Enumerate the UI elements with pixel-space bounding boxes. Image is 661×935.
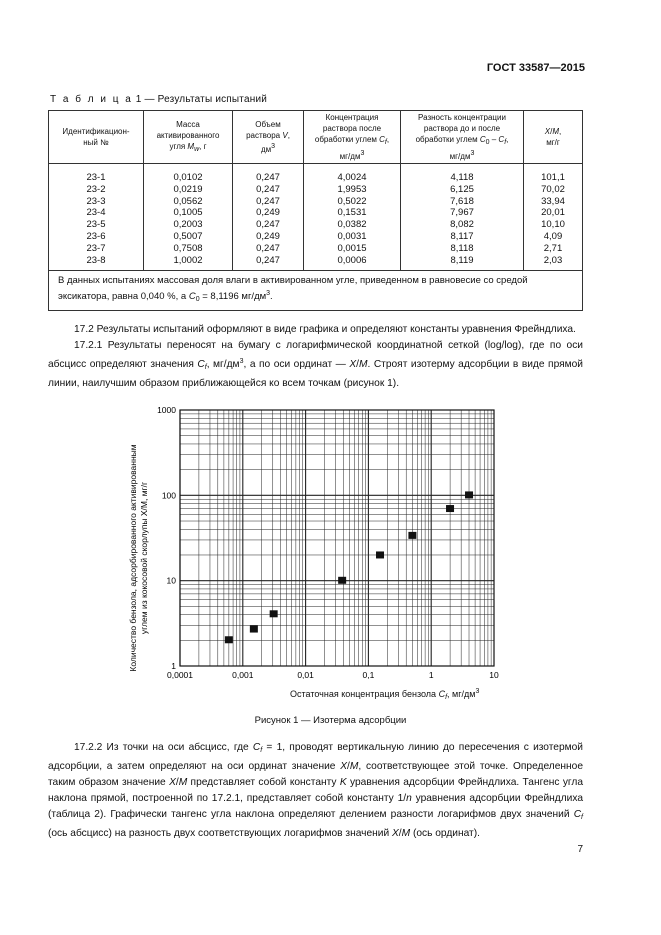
x-tick-label: 0,1 (362, 670, 375, 680)
table-cell: 8,119 (401, 255, 524, 271)
table-cell: 8,118 (401, 243, 524, 255)
y-tick-label: 1000 (157, 405, 176, 415)
header-volume: Объем раствора V, $дм^3$ (233, 111, 304, 164)
table-cell: 7,618 (401, 196, 524, 208)
table-cell: 0,247 (233, 196, 304, 208)
header-xm: X/M, мг/г (524, 111, 583, 164)
y-tick-label: 100 (161, 490, 176, 501)
table-cell: 0,247 (233, 255, 304, 271)
x-tick-label: 0,001 (232, 670, 254, 680)
table-cell: 0,249 (233, 207, 304, 219)
data-point (225, 636, 233, 643)
table-caption: Т а б л и ц а 1 — Результаты испытаний (50, 94, 268, 105)
table-cell: 23-5 (49, 219, 144, 231)
table-row (49, 219, 583, 231)
table-row (49, 243, 583, 255)
results-table (48, 110, 583, 311)
table-row (49, 164, 583, 184)
table-cell: 0,247 (233, 243, 304, 255)
data-point (250, 626, 258, 633)
table-row (49, 196, 583, 208)
table-cell: 0,0562 (144, 196, 233, 208)
x-axis-label: Остаточная концентрация бензола $C_f$, $мг/дм^3$ (290, 688, 480, 701)
table-cell: 0,5007 (144, 231, 233, 243)
data-point (446, 505, 454, 512)
figure-caption: Рисунок 1 — Изотерма адсорбции (254, 715, 407, 726)
table-cell: 70,02 (524, 184, 583, 196)
table-cell: 0,2003 (144, 219, 233, 231)
table-cell: 33,94 (524, 196, 583, 208)
page-number: 7 (577, 844, 583, 855)
plot-frame (180, 410, 494, 666)
x-tick-label: 1 (428, 670, 434, 680)
table-cell: 0,5022 (304, 196, 401, 208)
table-cell: 8,082 (401, 219, 524, 231)
data-point (270, 610, 278, 617)
table-note: В данных испытаниях массовая доля влаги в активированном угле, приведенном в равновесие со средой эксикатора, равна 0,040 %, а $C_0 = 8,1196$ $мг/дм^3$. (49, 271, 583, 311)
table-row (49, 231, 583, 243)
table-cell: 23-7 (49, 243, 144, 255)
table-cell: 23-6 (49, 231, 144, 243)
x-tick-label: 0,0001 (167, 670, 193, 680)
table-cell: 4,118 (401, 164, 524, 184)
header-conc-diff: Разность концентрации раствора до и после обработки углем $C_0 - C_f$, $мг/дм^3$ (401, 111, 524, 164)
table-cell: 10,10 (524, 219, 583, 231)
table-cell: 1,9953 (304, 184, 401, 196)
x-tick-label: 10 (489, 670, 499, 680)
standard-number: ГОСТ 33587—2015 (486, 62, 585, 74)
table-cell: 23-2 (49, 184, 144, 196)
table-row (49, 207, 583, 219)
table-cell: 0,249 (233, 231, 304, 243)
adsorption-isotherm-chart (120, 398, 520, 708)
table-row (49, 255, 583, 271)
header-mass: Масса активированного угля $M_w$, г (144, 111, 233, 164)
table-cell: 0,0382 (304, 219, 401, 231)
table-cell: 0,0031 (304, 231, 401, 243)
table-cell: 4,0024 (304, 164, 401, 184)
table-row (49, 184, 583, 196)
table-cell: 7,967 (401, 207, 524, 219)
table-cell: 0,0015 (304, 243, 401, 255)
table-cell: 0,0219 (144, 184, 233, 196)
table-cell: 23-1 (49, 164, 144, 184)
table-cell: 101,1 (524, 164, 583, 184)
data-point (408, 532, 416, 539)
table-cell: 2,03 (524, 255, 583, 271)
paragraph-17-2: 17.2 Результаты испытаний оформляют в виде графика и определяют константы уравнения Фрейндлиха. 17.2.1 Результаты переносят на бумагу с логарифмической координатной сеткой (log/log), где по оси абсцисс определяют значения $C_f$, $мг/дм^3$, а по оси ординат — X/M. Строят изотерму адсорбции в виде прямой линии, наилучшим образом приближающейся ко всем точкам (рисунок 1). (48, 324, 583, 389)
data-point (465, 491, 473, 498)
header-id: Идентификацион- ный № (49, 111, 144, 164)
table-cell: 0,247 (233, 219, 304, 231)
table-cell: 23-8 (49, 255, 144, 271)
table-cell: 0,0006 (304, 255, 401, 271)
paragraph-17-2-2: 17.2.2 Из точки на оси абсцисс, где $C_f = 1$, проводят вертикальную линию до пересечения с изотермой адсорбции, а затем определяют на оси ординат значение X/M, соответствующее этой точке. Определенное таким образом значение X/M представляет собой константу K уравнения адсорбции Фрейндлиха. Тангенс угла наклона прямой, построенной по 17.2.1, представляет собой константу 1/n уравнения адсорбции Фрейндлиха (таблица 2). Графически тангенс угла наклона определяют делением разности логарифмов двух значений $C_f$ (ось абсцисс) на разность двух соответствующих логарифмов значений X/M (ось ординат). (48, 742, 584, 839)
y-tick-label: 10 (166, 575, 176, 586)
table-cell: 0,247 (233, 164, 304, 184)
table-cell: 23-3 (49, 196, 144, 208)
x-tick-label: 0,01 (297, 670, 314, 680)
table-cell: 0,7508 (144, 243, 233, 255)
header-conc-after: Концентрация раствора после обработки углем $C_f$, $мг/дм^3$ (304, 111, 401, 164)
table-cell: 0,1531 (304, 207, 401, 219)
y-tick-label: 1 (171, 661, 176, 671)
data-point (376, 551, 384, 558)
table-cell: 20,01 (524, 207, 583, 219)
y-axis-label-line2: углем из кокосовой скорлупы X/M, мг/г (139, 481, 149, 635)
table-cell: 23-4 (49, 207, 144, 219)
table-cell: 2,71 (524, 243, 583, 255)
table-cell: 0,0102 (144, 164, 233, 184)
table-cell: 4,09 (524, 231, 583, 243)
table-cell: 0,247 (233, 184, 304, 196)
table-cell: 8,117 (401, 231, 524, 243)
table-cell: 1,0002 (144, 255, 233, 271)
y-axis-label-line1: Количество бензола, адсорбированного активированным (128, 444, 138, 672)
data-point (338, 577, 346, 584)
table-cell: 0,1005 (144, 207, 233, 219)
table-cell: 6,125 (401, 184, 524, 196)
